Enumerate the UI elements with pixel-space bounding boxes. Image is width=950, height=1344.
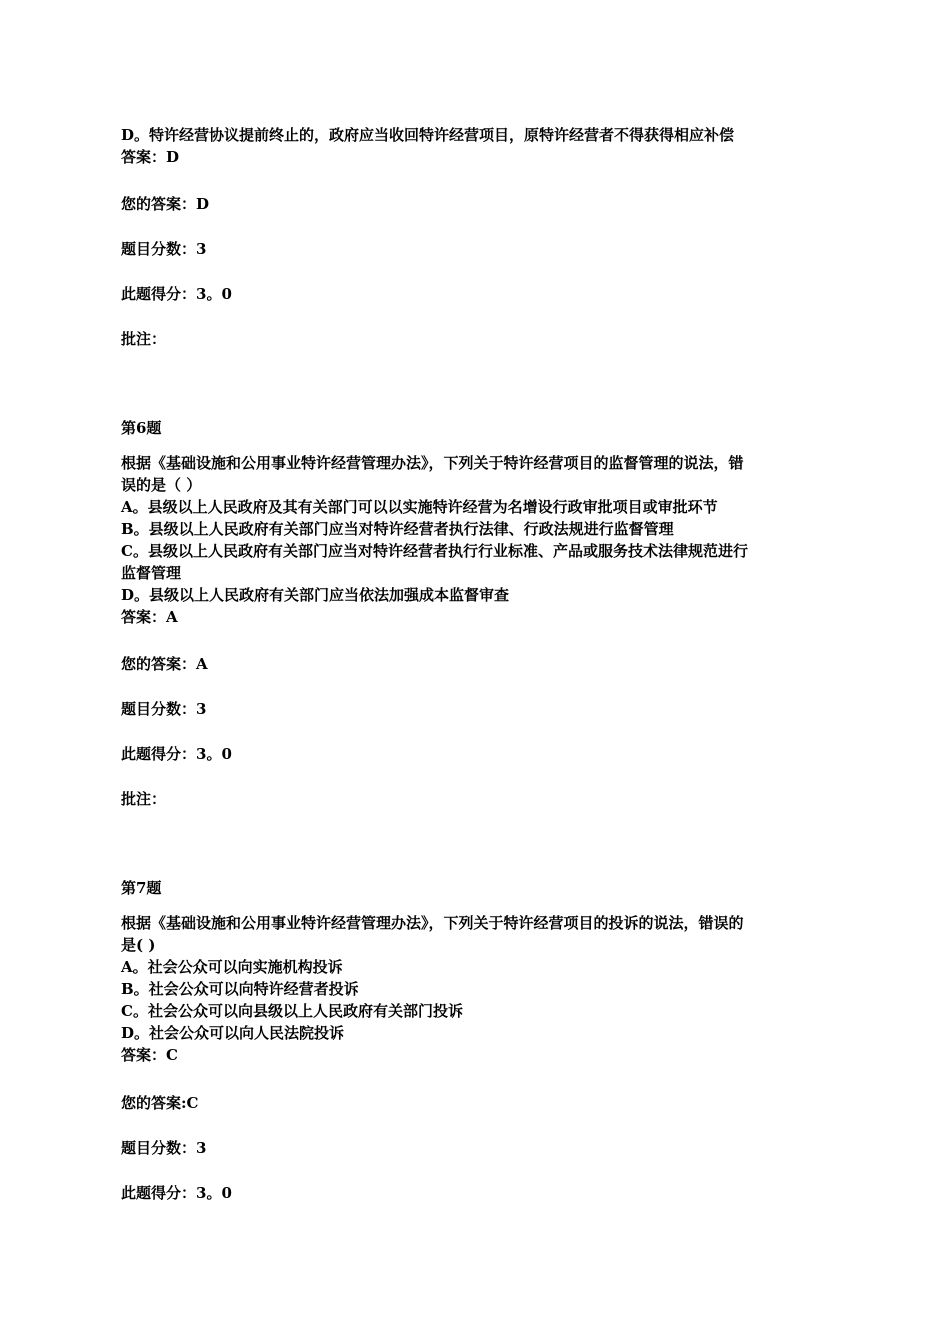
q6-stem-line2: 误的是（ ） — [121, 476, 202, 494]
q5-note: 批注： — [121, 330, 167, 348]
q5-your-answer: 您的答案：D — [121, 195, 210, 213]
q7-option-c: C。社会公众可以向县级以上人民政府有关部门投诉 — [121, 1002, 463, 1020]
q7-points: 题目分数：3 — [121, 1139, 207, 1157]
q5-points: 题目分数：3 — [121, 240, 207, 258]
q6-note: 批注： — [121, 790, 167, 808]
q6-option-c-line1: C。县级以上人民政府有关部门应当对特许经营者执行行业标准、产品或服务技术法律规范进行 — [121, 542, 748, 560]
q7-your-answer: 您的答案:C — [121, 1094, 199, 1112]
q7-option-d: D。社会公众可以向人民法院投诉 — [121, 1024, 345, 1042]
q7-stem-line2: 是( ) — [121, 936, 156, 954]
q6-option-c-line2: 监督管理 — [121, 564, 182, 582]
q7-option-b: B。社会公众可以向特许经营者投诉 — [121, 980, 359, 998]
q6-your-answer: 您的答案：A — [121, 655, 208, 673]
q5-option-d: D。特许经营协议提前终止的，政府应当收回特许经营项目，原特许经营者不得获得相应补偿 — [121, 126, 735, 144]
q7-stem-line1: 根据《基础设施和公用事业特许经营管理办法》，下列关于特许经营项目的投诉的说法，错误的 — [121, 914, 744, 932]
q6-points: 题目分数：3 — [121, 700, 207, 718]
q6-heading: 第6题 — [121, 419, 162, 437]
q5-score: 此题得分：3。0 — [121, 285, 232, 303]
q7-score: 此题得分：3。0 — [121, 1184, 232, 1202]
q6-option-b: B。县级以上人民政府有关部门应当对特许经营者执行法律、行政法规进行监督管理 — [121, 520, 674, 538]
q5-answer: 答案：D — [121, 148, 180, 166]
q7-heading: 第7题 — [121, 879, 162, 897]
q7-answer: 答案：C — [121, 1046, 178, 1064]
q6-stem-line1: 根据《基础设施和公用事业特许经营管理办法》，下列关于特许经营项目的监督管理的说法，错 — [121, 454, 744, 472]
q6-option-a: A。县级以上人民政府及其有关部门可以以实施特许经营为名增设行政审批项目或审批环节 — [121, 498, 718, 516]
q6-answer: 答案：A — [121, 608, 178, 626]
q7-option-a: A。社会公众可以向实施机构投诉 — [121, 958, 343, 976]
q6-option-d: D。县级以上人民政府有关部门应当依法加强成本监督审查 — [121, 586, 510, 604]
q6-score: 此题得分：3。0 — [121, 745, 232, 763]
